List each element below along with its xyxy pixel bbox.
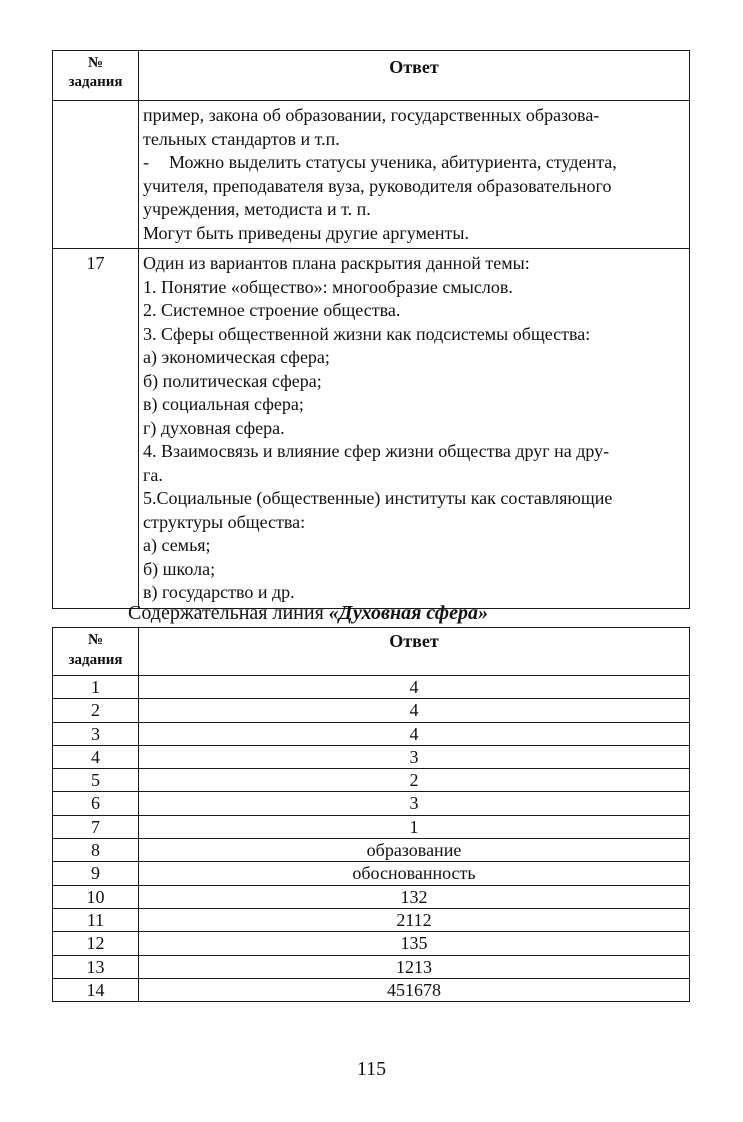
answer-line: учреждения, методиста и т. п. bbox=[143, 199, 371, 219]
answers-table-spiritual-sphere bbox=[52, 627, 690, 1002]
header-num-word: задания bbox=[68, 74, 123, 90]
answer-cell: 1213 bbox=[139, 955, 690, 978]
task-number-header bbox=[53, 628, 139, 676]
task-number-cell bbox=[53, 101, 139, 249]
task-number-cell: 3 bbox=[53, 722, 139, 745]
table-row bbox=[53, 249, 690, 609]
answer-line: 5.Социальные (общественные) институты как составляющие bbox=[143, 488, 613, 508]
task-number-cell: 2 bbox=[53, 699, 139, 722]
task-number-cell: 7 bbox=[53, 815, 139, 838]
answer-header: Ответ bbox=[139, 51, 690, 101]
answer-line: Один из вариантов плана раскрытия данной темы: bbox=[143, 253, 530, 273]
answer-line: в) социальная сфера; bbox=[143, 394, 304, 414]
answer-line: структуры общества: bbox=[143, 511, 306, 532]
table-row bbox=[53, 885, 690, 908]
table-row bbox=[53, 769, 690, 792]
answer-cell: обоснованность bbox=[139, 862, 690, 885]
answer-line: а) семья; bbox=[143, 535, 211, 555]
header-num-symbol: № bbox=[87, 55, 104, 71]
table-row bbox=[53, 722, 690, 745]
task-number-cell: 13 bbox=[53, 955, 139, 978]
answer-line: 2. Системное строение общества. bbox=[143, 300, 401, 320]
answer-cell: 4 bbox=[139, 722, 690, 745]
answer-cell: 1 bbox=[139, 815, 690, 838]
table-row bbox=[53, 676, 690, 699]
answer-cell: 3 bbox=[139, 792, 690, 815]
table-row bbox=[53, 908, 690, 931]
table-row bbox=[53, 792, 690, 815]
table-row bbox=[53, 932, 690, 955]
task-number-cell: 17 bbox=[53, 249, 139, 609]
answer-cell bbox=[139, 101, 690, 249]
answer-cell: 2112 bbox=[139, 908, 690, 931]
answer-line: Могут быть приведены другие аргументы. bbox=[143, 222, 469, 243]
answer-cell: 132 bbox=[139, 885, 690, 908]
answer-cell: 2 bbox=[139, 769, 690, 792]
answer-line: тельных стандартов и т.п. bbox=[143, 128, 340, 149]
table-row bbox=[53, 699, 690, 722]
task-number-cell: 10 bbox=[53, 885, 139, 908]
answer-cell: 3 bbox=[139, 745, 690, 768]
task-number-cell: 6 bbox=[53, 792, 139, 815]
table-header-row bbox=[53, 51, 690, 101]
dash-marker: - bbox=[143, 152, 149, 172]
answer-line: Можно выделить статусы ученика, абитуриента, студента, bbox=[169, 152, 617, 172]
answer-cell: 4 bbox=[139, 676, 690, 699]
answer-line: учителя, преподавателя вуза, руководителя образовательного bbox=[143, 175, 612, 196]
answer-line: б) политическая сфера; bbox=[143, 370, 322, 391]
answer-line: 1. Понятие «общество»: многообразие смыслов. bbox=[143, 276, 513, 297]
answer-header: Ответ bbox=[139, 628, 690, 676]
table-row bbox=[53, 839, 690, 862]
header-num-word: задания bbox=[68, 652, 123, 668]
answer-cell: 451678 bbox=[139, 978, 690, 1001]
section-title-prefix: Содержательная линия bbox=[128, 602, 329, 624]
table-row bbox=[53, 101, 690, 249]
answer-cell: образование bbox=[139, 839, 690, 862]
answer-dash-line bbox=[143, 151, 685, 175]
table-row bbox=[53, 978, 690, 1001]
table-row bbox=[53, 862, 690, 885]
page-number: 115 bbox=[356, 1058, 387, 1080]
answer-line: б) школа; bbox=[143, 558, 216, 579]
answer-cell: 135 bbox=[139, 932, 690, 955]
task-number-cell: 4 bbox=[53, 745, 139, 768]
task-number-cell: 11 bbox=[53, 908, 139, 931]
answer-line: 3. Сферы общественной жизни как подсистемы общества: bbox=[143, 323, 591, 344]
table-row bbox=[53, 745, 690, 768]
task-number-cell: 8 bbox=[53, 839, 139, 862]
answer-cell bbox=[139, 249, 690, 609]
answer-line: а) экономическая сфера; bbox=[143, 347, 330, 367]
header-num-symbol: № bbox=[87, 632, 104, 648]
answer-line: 4. Взаимосвязь и влияние сфер жизни общества друг на дру- bbox=[143, 441, 610, 461]
answer-line: г) духовная сфера. bbox=[143, 417, 285, 438]
section-title bbox=[128, 602, 488, 625]
answers-table-continued bbox=[52, 50, 690, 609]
answer-line: га. bbox=[143, 464, 163, 485]
answer-line: в) государство и др. bbox=[143, 582, 295, 602]
table-row bbox=[53, 955, 690, 978]
task-number-cell: 12 bbox=[53, 932, 139, 955]
task-number-cell: 5 bbox=[53, 769, 139, 792]
section-title-emphasis: «Духовная сфера» bbox=[328, 602, 488, 624]
task-number-header bbox=[53, 51, 139, 101]
answer-cell: 4 bbox=[139, 699, 690, 722]
table-header-row bbox=[53, 628, 690, 676]
task-number-cell: 14 bbox=[53, 978, 139, 1001]
task-number-cell: 9 bbox=[53, 862, 139, 885]
task-number-cell: 1 bbox=[53, 676, 139, 699]
answer-line: пример, закона об образовании, государственных образова- bbox=[143, 105, 600, 125]
table-row bbox=[53, 815, 690, 838]
